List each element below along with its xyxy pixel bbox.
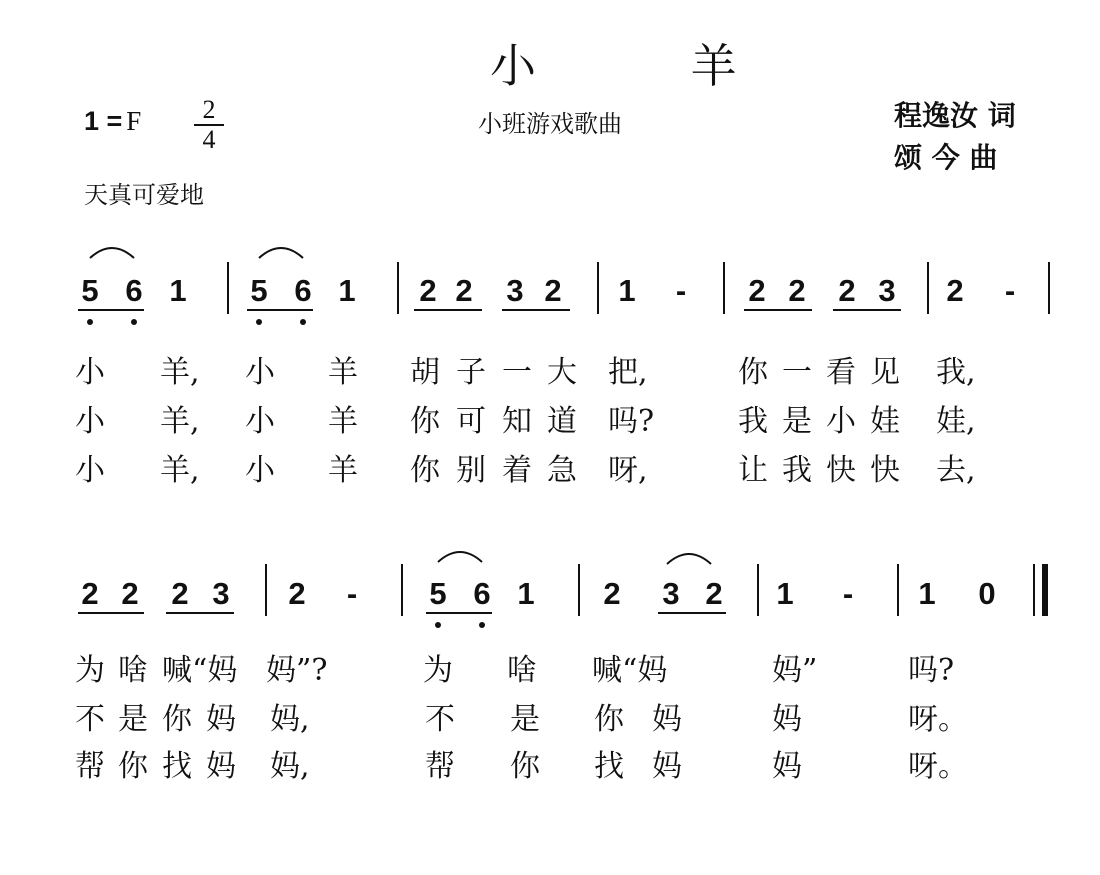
note: 2: [288, 576, 306, 611]
barline: [927, 262, 929, 314]
lyric-syllable: 把,: [608, 355, 648, 390]
lyric-syllable: 子: [456, 355, 486, 390]
note: 3: [878, 273, 896, 308]
composer-credit: 颂 今 曲: [894, 141, 998, 174]
lyric-syllable: 是: [118, 702, 148, 737]
lyric-syllable: 是: [782, 404, 812, 439]
note: 1: [918, 576, 936, 611]
barline: [578, 564, 580, 616]
note: 3: [662, 576, 680, 611]
beam-underline: [166, 612, 234, 614]
slur: [438, 552, 482, 562]
lyric-syllable: 妈”: [772, 653, 818, 688]
lyric-syllable: 知: [502, 404, 532, 439]
lyric-syllable: 帮: [75, 749, 105, 784]
lyric-syllable: 你: [410, 404, 440, 439]
lyric-syllable: 道: [547, 404, 577, 439]
note: 2: [81, 576, 99, 611]
lyric-syllable: 帮: [425, 749, 455, 784]
note: 2: [748, 273, 766, 308]
lyric-syllable: 为: [75, 653, 105, 688]
beam-underline: [502, 309, 570, 311]
beam-underline: [744, 309, 812, 311]
lyric-syllable: 呀。: [908, 702, 968, 737]
lyric-syllable: 妈: [206, 702, 236, 737]
note: 2: [788, 273, 806, 308]
note: 6: [294, 273, 312, 308]
lyric-syllable: 胡: [410, 355, 440, 390]
lyric-syllable: 一: [782, 355, 812, 390]
note: -: [346, 576, 358, 611]
slur: [90, 248, 134, 258]
note: 2: [419, 273, 437, 308]
time-signature-bottom: 4: [202, 125, 216, 154]
note: 5: [250, 273, 268, 308]
lyric-syllable: 羊,: [160, 355, 200, 390]
lyric-syllable: 着: [502, 453, 532, 488]
lyric-syllable: 小: [75, 404, 105, 439]
lyric-syllable: 啥: [507, 653, 537, 688]
lyric-syllable: 小: [245, 453, 275, 488]
beam-underline: [78, 612, 144, 614]
lyric-syllable: 啥: [118, 653, 148, 688]
lyric-syllable: 喊“妈: [592, 653, 668, 688]
low-octave-dot: [87, 319, 93, 325]
note: 2: [171, 576, 189, 611]
lyric-syllable: 大: [547, 355, 577, 390]
final-barline-thick: [1042, 564, 1048, 616]
lyric-syllable: 你: [738, 355, 768, 390]
low-octave-dot: [256, 319, 262, 325]
lyric-syllable: 一: [502, 355, 532, 390]
note: 6: [125, 273, 143, 308]
slur: [667, 554, 711, 564]
lyric-syllable: 让: [738, 453, 768, 488]
lyric-syllable: 快: [870, 453, 900, 488]
barline: [1048, 262, 1050, 314]
lyric-syllable: 娃: [870, 404, 900, 439]
lyric-syllable: 吗?: [608, 404, 655, 439]
barline: [723, 262, 725, 314]
lyric-syllable: 见: [870, 355, 900, 390]
lyric-syllable: 妈”?: [266, 653, 328, 688]
barline: [401, 564, 403, 616]
note: 0: [978, 576, 996, 611]
lyric-syllable: 我,: [936, 355, 976, 390]
lyric-syllable: 你: [410, 453, 440, 488]
lyric-syllable: 小: [75, 355, 105, 390]
low-octave-dot: [300, 319, 306, 325]
lyric-syllable: 羊: [328, 355, 358, 390]
note: 2: [946, 273, 964, 308]
beam-underline: [247, 309, 313, 311]
lyric-syllable: 妈: [652, 702, 682, 737]
lyric-syllable: 别: [456, 453, 486, 488]
slur: [259, 248, 303, 258]
lyric-syllable: 呀。: [908, 749, 968, 784]
song-title: 小 羊: [490, 39, 807, 93]
lyric-syllable: 呀,: [608, 453, 648, 488]
lyric-syllable: 妈,: [270, 702, 310, 737]
beam-underline: [414, 309, 482, 311]
low-octave-dot: [479, 622, 485, 628]
key-note: F: [126, 106, 142, 136]
lyric-syllable: 不: [75, 702, 105, 737]
lyric-syllable: 小: [245, 355, 275, 390]
note: 1: [338, 273, 356, 308]
lyric-syllable: 羊,: [160, 404, 200, 439]
note: 2: [603, 576, 621, 611]
beam-underline: [426, 612, 492, 614]
note: 5: [81, 273, 99, 308]
time-signature-top: 2: [202, 95, 216, 124]
barline: [227, 262, 229, 314]
lyric-syllable: 妈: [206, 749, 236, 784]
lyric-syllable: 急: [547, 453, 577, 488]
note: 6: [473, 576, 491, 611]
note: 1: [776, 576, 794, 611]
lyric-syllable: 为: [423, 653, 453, 688]
lyric-syllable: 找: [162, 749, 192, 784]
note: -: [675, 273, 687, 308]
lyric-syllable: 找: [594, 749, 624, 784]
lyric-syllable: 羊,: [160, 453, 200, 488]
note: 2: [544, 273, 562, 308]
lyric-syllable: 可: [456, 404, 486, 439]
note: 2: [121, 576, 139, 611]
key-prefix: 1 =: [84, 106, 123, 136]
beam-underline: [833, 309, 901, 311]
low-octave-dot: [131, 319, 137, 325]
note: 1: [618, 273, 636, 308]
note: 3: [506, 273, 524, 308]
note: -: [1004, 273, 1016, 308]
lyric-syllable: 吗?: [908, 653, 955, 688]
lyric-syllable: 小: [75, 453, 105, 488]
lyricist-credit: 程逸汝 词: [894, 99, 1016, 132]
lyric-syllable: 妈: [772, 749, 802, 784]
lyric-syllable: 小: [245, 404, 275, 439]
lyric-syllable: 看: [826, 355, 856, 390]
lyric-syllable: 不: [425, 702, 455, 737]
song-subtitle: 小班游戏歌曲: [478, 110, 622, 138]
beam-underline: [658, 612, 726, 614]
lyric-syllable: 去,: [936, 453, 976, 488]
final-barline-thin: [1033, 564, 1035, 616]
lyric-syllable: 你: [510, 749, 540, 784]
note: 2: [455, 273, 473, 308]
note: 2: [705, 576, 723, 611]
lyric-syllable: 小: [826, 404, 856, 439]
note: 2: [838, 273, 856, 308]
tempo-marking: 天真可爱地: [84, 181, 204, 209]
note: 1: [169, 273, 187, 308]
lyric-syllable: 妈,: [270, 749, 310, 784]
lyric-syllable: 妈: [652, 749, 682, 784]
lyric-syllable: 娃,: [936, 404, 976, 439]
lyric-syllable: 是: [510, 702, 540, 737]
lyric-syllable: 我: [782, 453, 812, 488]
lyric-syllable: 你: [118, 749, 148, 784]
lyric-syllable: 羊: [328, 453, 358, 488]
note: -: [842, 576, 854, 611]
lyric-syllable: 喊“妈: [162, 653, 238, 688]
lyric-syllable: 快: [826, 453, 856, 488]
barline: [757, 564, 759, 616]
lyric-syllable: 你: [162, 702, 192, 737]
barline: [265, 564, 267, 616]
lyric-syllable: 妈: [772, 702, 802, 737]
barline: [897, 564, 899, 616]
lyric-syllable: 你: [594, 702, 624, 737]
beam-underline: [78, 309, 144, 311]
low-octave-dot: [435, 622, 441, 628]
lyric-syllable: 羊: [328, 404, 358, 439]
barline: [597, 262, 599, 314]
note: 1: [517, 576, 535, 611]
note: 3: [212, 576, 230, 611]
note: 5: [429, 576, 447, 611]
barline: [397, 262, 399, 314]
lyric-syllable: 我: [738, 404, 768, 439]
